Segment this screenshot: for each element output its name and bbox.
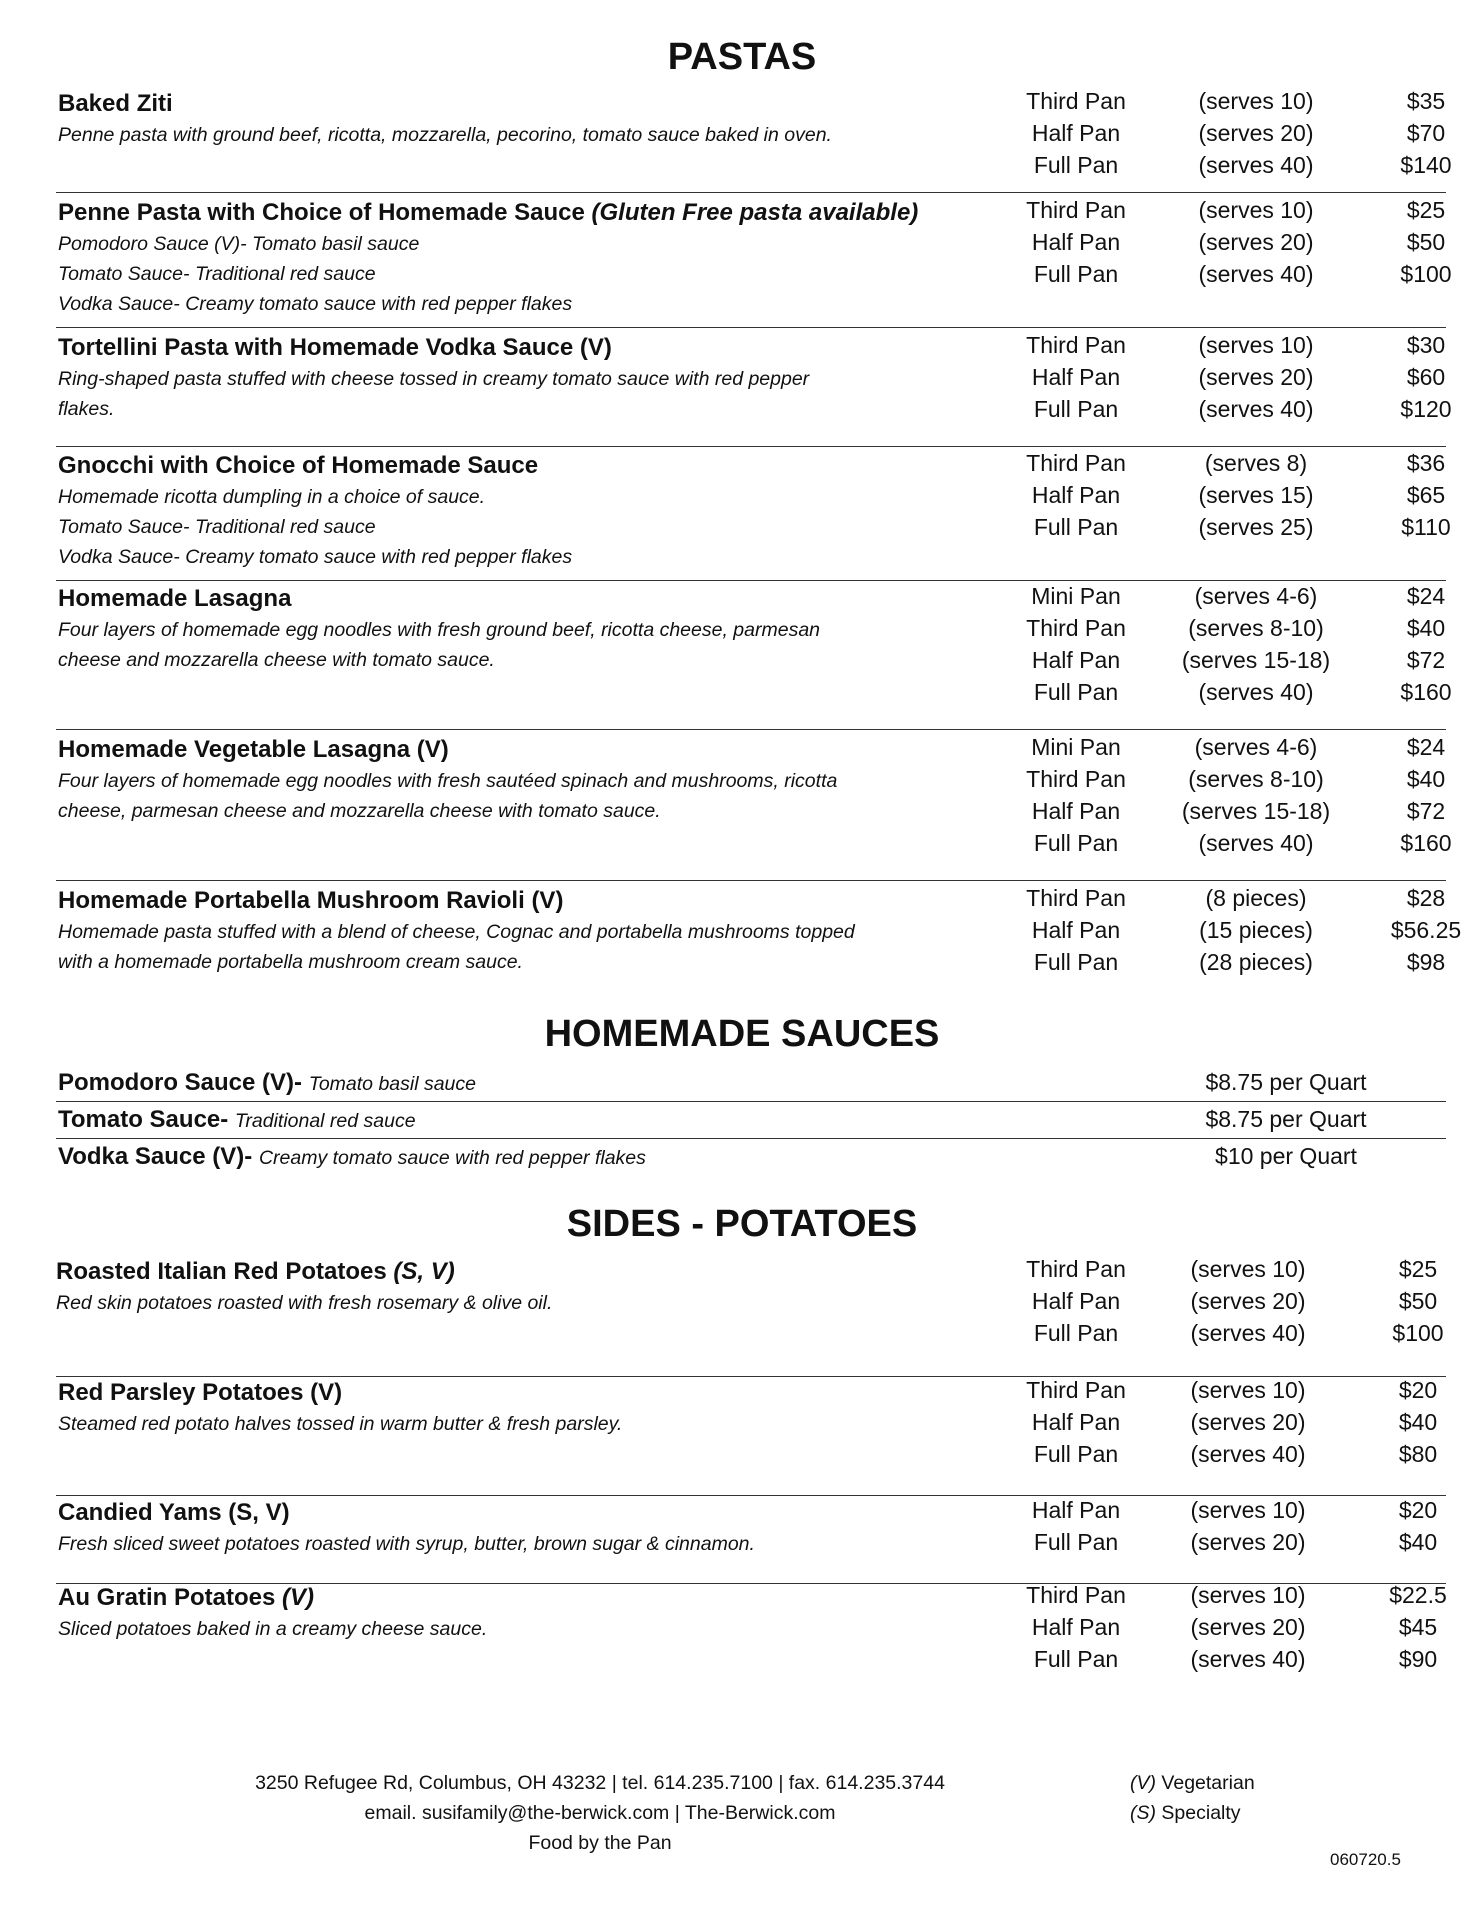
serving-count: (15 pieces) <box>1199 917 1313 943</box>
pan-size: Half Pan <box>1031 1497 1121 1523</box>
legend-vegetarian: (V) Vegetarian <box>1130 1772 1255 1794</box>
item-name: Homemade Vegetable Lasagna (V) <box>58 736 449 763</box>
menu-item-au-gratin-potatoes <box>56 1582 1446 1682</box>
menu-item-roasted-red-potatoes <box>56 1256 1446 1377</box>
item-name: Homemade Portabella Mushroom Ravioli (V) <box>58 887 564 914</box>
item-name: Red Parsley Potatoes (V) <box>58 1379 343 1406</box>
price: $40 <box>1406 615 1446 641</box>
price: $65 <box>1406 482 1446 508</box>
serving-count: (serves 40) <box>1198 830 1314 856</box>
footer-address: 3250 Refugee Rd, Columbus, OH 43232 | tel. 614.235.7100 | fax. 614.235.3744 <box>255 1772 945 1794</box>
sauces-section-title: HOMEMADE SAUCES <box>544 1013 940 1055</box>
sauce-item-pomodoro <box>56 1067 1446 1102</box>
sauce-name: Vodka Sauce (V)- Creamy tomato sauce with red pepper flakes <box>58 1143 646 1170</box>
serving-count: (serves 40) <box>1198 396 1314 422</box>
pan-size: Third Pan <box>1026 332 1126 358</box>
item-name: Homemade Lasagna <box>58 585 292 612</box>
item-description: Steamed red potato halves tossed in warm butter & fresh parsley. <box>58 1413 623 1435</box>
serving-count: (serves 10) <box>1190 1256 1306 1282</box>
pan-size: Half Pan <box>1031 364 1121 390</box>
sauce-price: $8.75 per Quart <box>1205 1106 1367 1132</box>
serving-count: (serves 40) <box>1190 1646 1306 1672</box>
item-name: Candied Yams (S, V) <box>58 1499 290 1526</box>
item-description: Four layers of homemade egg noodles with fresh sautéed spinach and mushrooms, ricotta <box>58 770 838 792</box>
serving-count: (serves 15) <box>1198 482 1314 508</box>
serving-count: (serves 40) <box>1198 261 1314 287</box>
menu-item-red-parsley-potatoes <box>56 1377 1446 1496</box>
price: $40 <box>1398 1529 1438 1555</box>
pan-size: Mini Pan <box>1031 583 1121 609</box>
menu-item-vegetable-lasagna <box>56 734 1452 881</box>
footer-email[interactable]: email. susifamily@the-berwick.com | The-Berwick.com <box>364 1802 836 1824</box>
serving-count: (serves 10) <box>1190 1582 1306 1608</box>
menu-item-penne-pasta <box>56 197 1452 328</box>
pan-size: Half Pan <box>1031 647 1121 673</box>
price: $110 <box>1401 514 1451 540</box>
item-description: with a homemade portabella mushroom cream sauce. <box>58 951 523 973</box>
sauce-name: Pomodoro Sauce (V)- Tomato basil sauce <box>58 1069 476 1096</box>
serving-count: (serves 20) <box>1190 1409 1306 1435</box>
price: $25 <box>1398 1256 1438 1282</box>
item-description: Vodka Sauce- Creamy tomato sauce with red pepper flakes <box>58 293 573 315</box>
item-name: Au Gratin Potatoes (V) <box>58 1584 315 1611</box>
pan-size: Full Pan <box>1033 1529 1119 1555</box>
price: $70 <box>1406 120 1446 146</box>
pan-size: Half Pan <box>1031 482 1121 508</box>
serving-count: (serves 20) <box>1190 1614 1306 1640</box>
pan-size: Full Pan <box>1033 261 1119 287</box>
item-description: Red skin potatoes roasted with fresh rosemary & olive oil. <box>56 1292 553 1314</box>
item-description: Fresh sliced sweet potatoes roasted with syrup, butter, brown sugar & cinnamon. <box>58 1533 755 1555</box>
price: $36 <box>1406 450 1446 476</box>
item-description: Vodka Sauce- Creamy tomato sauce with red pepper flakes <box>58 546 573 568</box>
item-description: Pomodoro Sauce (V)- Tomato basil sauce <box>58 233 420 255</box>
price: $50 <box>1398 1288 1438 1314</box>
pan-size: Full Pan <box>1033 396 1119 422</box>
serving-count: (serves 25) <box>1198 514 1314 540</box>
serving-count: (serves 15-18) <box>1181 647 1331 673</box>
serving-count: (serves 10) <box>1198 88 1314 114</box>
footer-contact <box>200 1768 1000 1858</box>
pan-size: Half Pan <box>1031 917 1121 943</box>
price: $120 <box>1400 396 1452 422</box>
item-name: Roasted Italian Red Potatoes (S, V) <box>56 1258 455 1285</box>
pan-size: Half Pan <box>1031 1288 1121 1314</box>
serving-count: (serves 4-6) <box>1194 734 1318 760</box>
item-description: flakes. <box>58 398 115 420</box>
pan-size: Mini Pan <box>1031 734 1121 760</box>
sauce-item-vodka <box>56 1141 1446 1175</box>
sauce-name: Tomato Sauce- Traditional red sauce <box>58 1106 416 1133</box>
item-description: Homemade pasta stuffed with a blend of cheese, Cognac and portabella mushrooms topped <box>58 921 855 943</box>
item-description: Tomato Sauce- Traditional red sauce <box>58 516 376 538</box>
menu-item-baked-ziti <box>56 88 1452 193</box>
price: $25 <box>1406 197 1446 223</box>
serving-count: (8 pieces) <box>1205 885 1307 911</box>
item-description: Penne pasta with ground beef, ricotta, mozzarella, pecorino, tomato sauce baked in oven. <box>58 124 832 146</box>
pan-size: Third Pan <box>1026 1582 1126 1608</box>
serving-count: (serves 10) <box>1198 332 1314 358</box>
serving-count: (serves 4-6) <box>1194 583 1318 609</box>
serving-count: (serves 40) <box>1190 1320 1306 1346</box>
pan-size: Full Pan <box>1033 514 1119 540</box>
price: $50 <box>1406 229 1446 255</box>
sauce-description: Tomato basil sauce <box>308 1073 476 1095</box>
pan-size: Third Pan <box>1026 450 1126 476</box>
serving-count: (serves 8-10) <box>1188 766 1324 792</box>
legend-specialty: (S) Specialty <box>1130 1802 1241 1824</box>
serving-count: (serves 40) <box>1190 1441 1306 1467</box>
price: $40 <box>1398 1409 1438 1435</box>
sides-section-title: SIDES - POTATOES <box>566 1203 918 1245</box>
serving-count: (serves 40) <box>1198 679 1314 705</box>
sauce-price: $10 per Quart <box>1215 1143 1357 1169</box>
price: $72 <box>1406 647 1446 673</box>
serving-count: (serves 20) <box>1198 364 1314 390</box>
price: $98 <box>1406 949 1446 975</box>
price: $24 <box>1406 734 1446 760</box>
serving-count: (serves 20) <box>1190 1288 1306 1314</box>
item-description: Sliced potatoes baked in a creamy cheese sauce. <box>58 1618 488 1640</box>
item-description: Homemade ricotta dumpling in a choice of sauce. <box>58 486 486 508</box>
pan-size: Full Pan <box>1033 1646 1119 1672</box>
pan-size: Full Pan <box>1033 830 1119 856</box>
item-tags: (S, V) <box>393 1258 455 1285</box>
item-name: Baked Ziti <box>58 90 173 117</box>
pan-size: Full Pan <box>1033 949 1119 975</box>
gluten-free-note: (Gluten Free pasta available) <box>591 199 919 226</box>
pan-size: Half Pan <box>1031 229 1121 255</box>
serving-count: (serves 20) <box>1198 229 1314 255</box>
price: $45 <box>1398 1614 1438 1640</box>
pan-size: Half Pan <box>1031 120 1121 146</box>
price: $160 <box>1400 679 1452 705</box>
serving-count: (serves 10) <box>1198 197 1314 223</box>
serving-count: (28 pieces) <box>1199 949 1313 975</box>
pan-size: Third Pan <box>1026 766 1126 792</box>
item-name: Gnocchi with Choice of Homemade Sauce <box>58 452 539 479</box>
menu-item-tortellini <box>56 332 1452 447</box>
legend <box>1130 1768 1255 1828</box>
item-tags: (V) <box>282 1584 315 1611</box>
price: $20 <box>1398 1377 1438 1403</box>
pan-size: Half Pan <box>1031 798 1121 824</box>
price: $80 <box>1398 1441 1438 1467</box>
item-description: Tomato Sauce- Traditional red sauce <box>58 263 376 285</box>
item-description: Ring-shaped pasta stuffed with cheese tossed in creamy tomato sauce with red pepper <box>58 368 810 390</box>
menu-item-lasagna <box>56 583 1452 730</box>
pan-size: Third Pan <box>1026 615 1126 641</box>
pan-size: Third Pan <box>1026 88 1126 114</box>
serving-count: (serves 20) <box>1190 1529 1306 1555</box>
item-name: Tortellini Pasta with Homemade Vodka Sauce (V) <box>58 334 612 361</box>
item-name: Penne Pasta with Choice of Homemade Sauce (Gluten Free pasta available) <box>58 199 919 226</box>
pan-size: Full Pan <box>1033 1320 1119 1346</box>
serving-count: (serves 10) <box>1190 1377 1306 1403</box>
pan-size: Third Pan <box>1026 885 1126 911</box>
price: $100 <box>1392 1320 1444 1346</box>
price: $24 <box>1406 583 1446 609</box>
sauce-description: Creamy tomato sauce with red pepper flakes <box>258 1147 646 1169</box>
price: $22.5 <box>1389 1582 1447 1608</box>
pan-size: Half Pan <box>1031 1614 1121 1640</box>
pan-size: Third Pan <box>1026 1377 1126 1403</box>
serving-count: (serves 40) <box>1198 152 1314 178</box>
price: $160 <box>1400 830 1452 856</box>
document-number: 060720.5 <box>1330 1850 1401 1869</box>
sauce-description: Traditional red sauce <box>234 1110 416 1132</box>
serving-count: (serves 8) <box>1204 450 1308 476</box>
item-description: cheese, parmesan cheese and mozzarella cheese with tomato sauce. <box>58 800 661 822</box>
serving-count: (serves 15-18) <box>1181 798 1331 824</box>
pan-size: Full Pan <box>1033 152 1119 178</box>
menu-item-candied-yams <box>56 1497 1446 1584</box>
menu-item-gnocchi <box>56 450 1451 581</box>
price: $40 <box>1406 766 1446 792</box>
price: $56.25 <box>1390 917 1462 943</box>
pan-size: Third Pan <box>1026 1256 1126 1282</box>
item-description: Four layers of homemade egg noodles with fresh ground beef, ricotta cheese, parmesan <box>58 619 821 641</box>
item-description: cheese and mozzarella cheese with tomato sauce. <box>58 649 495 671</box>
price: $90 <box>1398 1646 1438 1672</box>
price: $60 <box>1406 364 1446 390</box>
footer-tagline: Food by the Pan <box>528 1832 672 1854</box>
price: $30 <box>1406 332 1446 358</box>
serving-count: (serves 20) <box>1198 120 1314 146</box>
menu-item-ravioli <box>56 885 1462 985</box>
price: $28 <box>1406 885 1446 911</box>
price: $20 <box>1398 1497 1438 1523</box>
price: $72 <box>1406 798 1446 824</box>
pastas-section-title: PASTAS <box>667 36 817 78</box>
sauce-price: $8.75 per Quart <box>1205 1069 1367 1095</box>
pan-size: Half Pan <box>1031 1409 1121 1435</box>
price: $35 <box>1406 88 1446 114</box>
sauce-item-tomato <box>56 1104 1446 1139</box>
pan-size: Full Pan <box>1033 1441 1119 1467</box>
price: $140 <box>1400 152 1452 178</box>
price: $100 <box>1400 261 1452 287</box>
pan-size: Full Pan <box>1033 679 1119 705</box>
serving-count: (serves 8-10) <box>1188 615 1324 641</box>
pan-size: Third Pan <box>1026 197 1126 223</box>
serving-count: (serves 10) <box>1190 1497 1306 1523</box>
